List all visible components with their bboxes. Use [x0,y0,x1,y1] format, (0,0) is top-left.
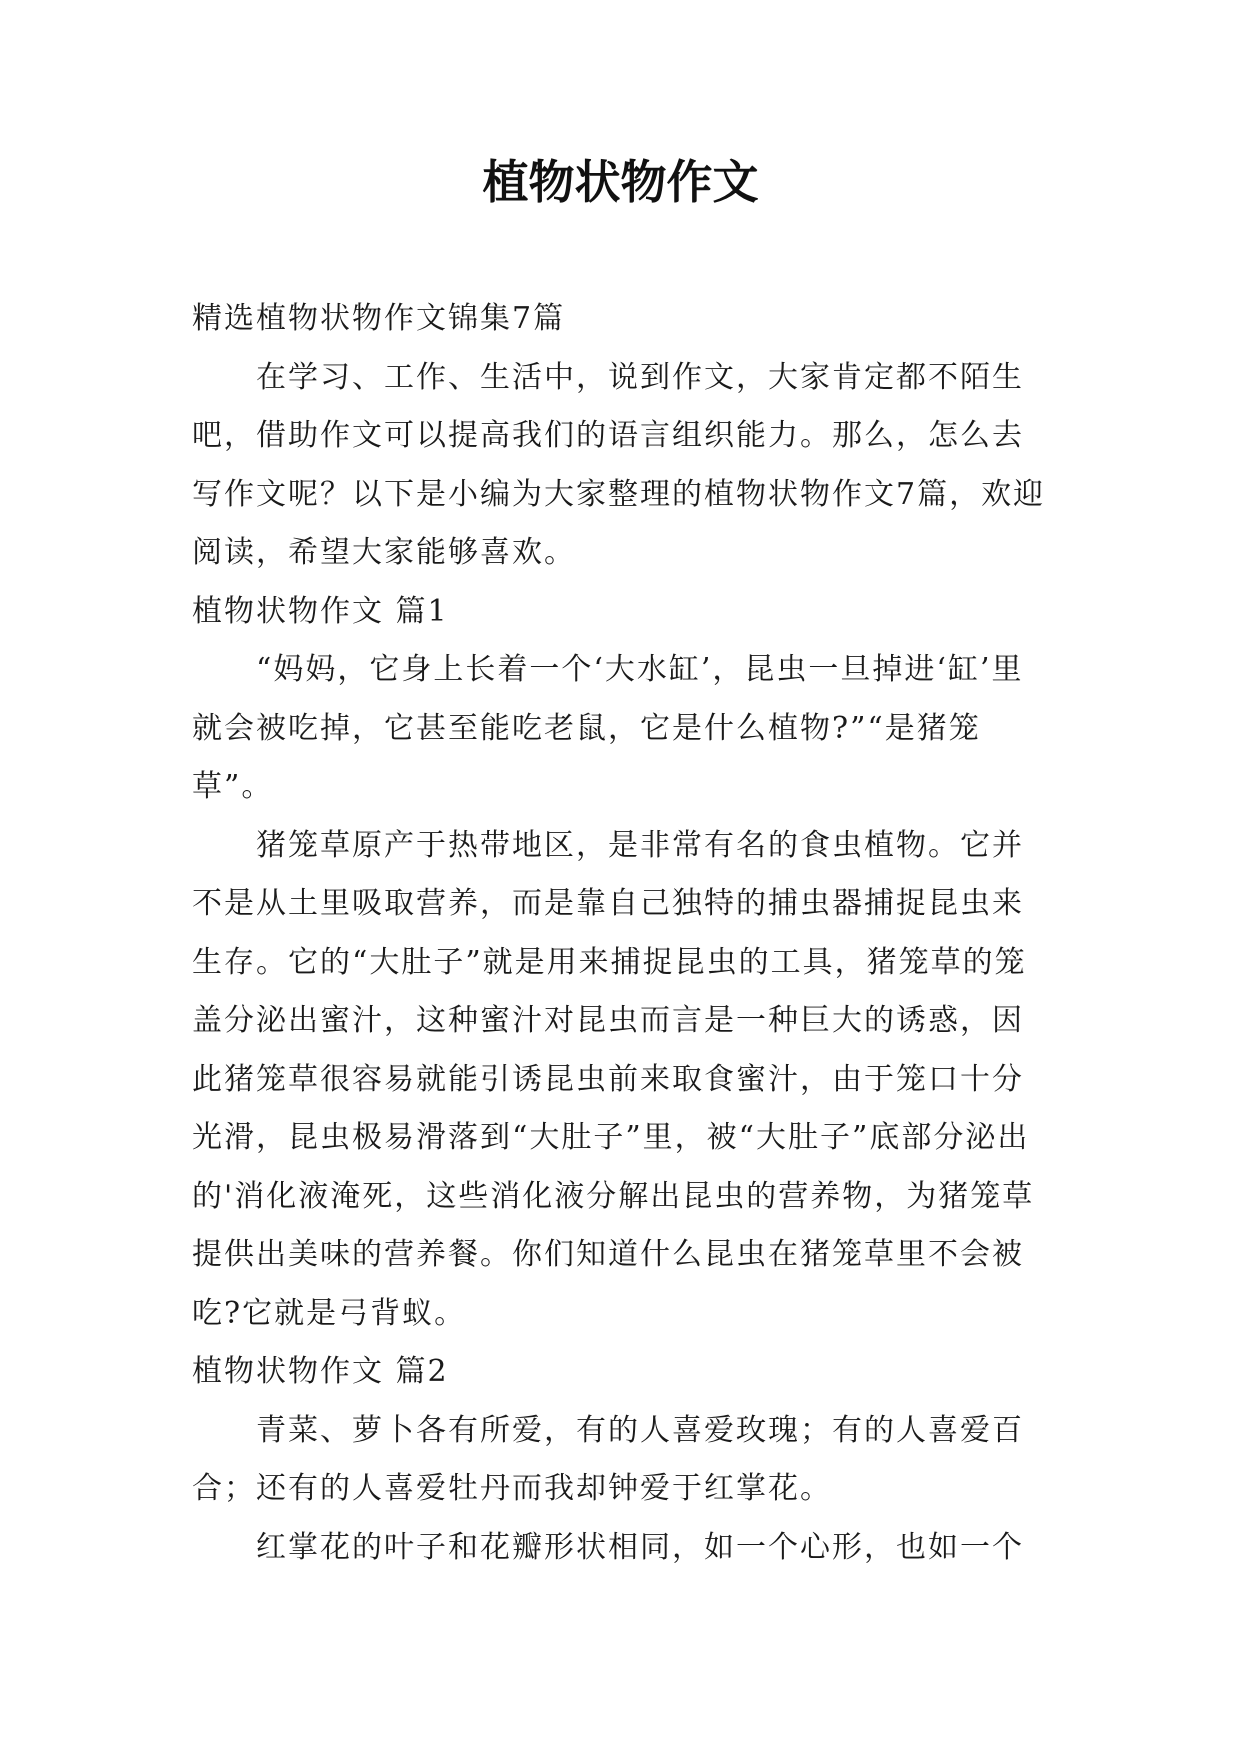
section-1-paragraph-2: 猪笼草原产于热带地区，是非常有名的食虫植物。它并不是从土里吸取营养，而是靠自己独特的捕虫器捕捉昆虫来生存。它的“大肚子”就是用来捕捉昆虫的工具，猪笼草的笼盖分泌出蜜汁，这种蜜汁对昆虫而言是一种巨大的诱惑，因此猪笼草很容易就能引诱昆虫前来取食蜜汁，由于笼口十分光滑，昆虫极易滑落到“大肚子”里，被“大肚子”底部分泌出的'消化液淹死，这些消化液分解出昆虫的营养物，为猪笼草提供出美味的营养餐。你们知道什么昆虫在猪笼草里不会被吃?它就是弓背蚁。 [192,827,1035,1331]
document-title: 植物状物作文 [482,155,759,209]
intro-paragraph: 在学习、工作、生活中，说到作文，大家肯定都不陌生吧，借助作文可以提高我们的语言组织能力。那么，怎么去写作文呢？以下是小编为大家整理的植物状物作文7篇，欢迎阅读，希望大家能够喜欢。 [192,359,1046,570]
section-heading-2: 植物状物作文 篇2 [192,1354,449,1389]
document-body [192,290,1052,1577]
section-2-paragraph-2: 红掌花的叶子和花瓣形状相同，如一个心形，也如一个 [256,1529,1024,1565]
section-1-paragraph-1: “妈妈，它身上长着一个‘大水缸’，昆虫一旦掉进‘缸’里就会被吃掉，它甚至能吃老鼠，它是什么植物?”“是猪笼草”。 [192,652,1024,804]
section-2-paragraph-1: 青菜、萝卜各有所爱，有的人喜爱玫瑰；有的人喜爱百合；还有的人喜爱牡丹而我却钟爱于红掌花。 [192,1412,1024,1506]
section-heading-1: 植物状物作文 篇1 [192,593,449,629]
collection-heading: 精选植物状物作文锦集7篇 [192,301,566,336]
